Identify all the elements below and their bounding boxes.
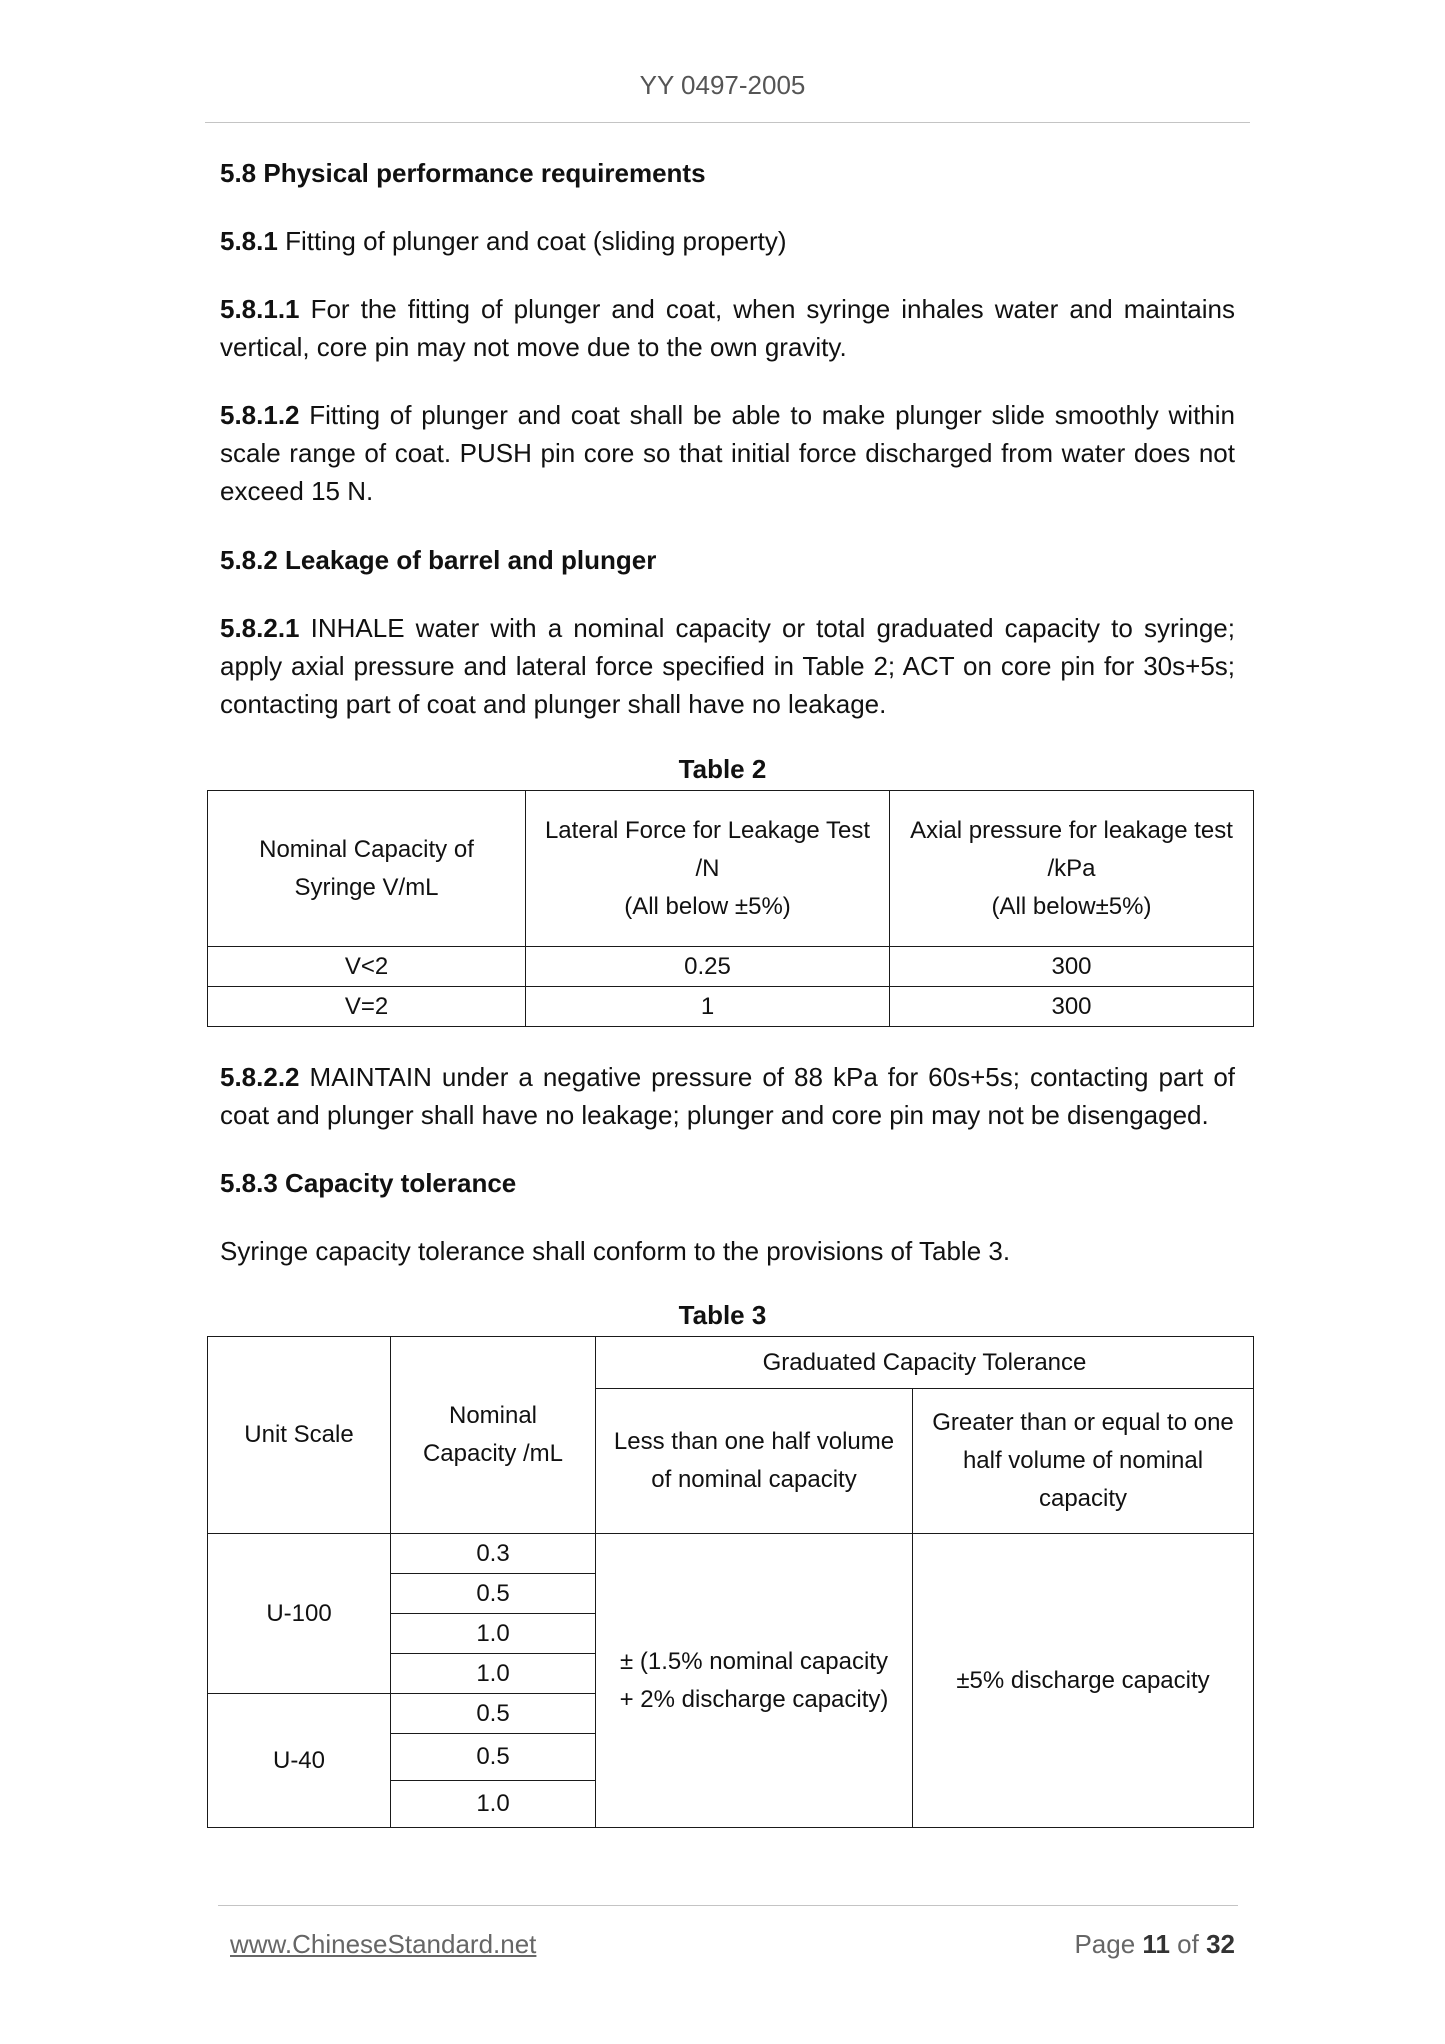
section-5-8-2-2 bbox=[220, 1058, 1235, 1134]
table-cell: 1.0 bbox=[391, 1781, 596, 1828]
table-cell-tolerance-less: ± (1.5% nominal capacity + 2% discharge capacity) bbox=[596, 1534, 913, 1828]
section-5-8-3-body bbox=[220, 1232, 1235, 1270]
section-5-8-3-title: 5.8.3 Capacity tolerance bbox=[220, 1168, 517, 1198]
table-header-cell: Graduated Capacity Tolerance bbox=[596, 1337, 1254, 1389]
table-cell: 0.25 bbox=[526, 947, 890, 987]
section-5-8-1-2 bbox=[220, 396, 1235, 510]
table-header-cell: Unit Scale bbox=[208, 1337, 391, 1534]
header-divider bbox=[205, 122, 1250, 123]
footer-page-number: Page 11 of 32 bbox=[1074, 1929, 1235, 1959]
section-text: Syringe capacity tolerance shall conform to the provisions of Table 3. bbox=[220, 1236, 1011, 1266]
table-cell: 300 bbox=[890, 947, 1254, 987]
table-cell: 0.5 bbox=[391, 1574, 596, 1614]
section-5-8 bbox=[220, 154, 1235, 192]
table-cell: 0.5 bbox=[391, 1734, 596, 1781]
section-text: INHALE water with a nominal capacity or total graduated capacity to syringe; apply axial pressure and lateral force specified in Table 2; ACT on core pin for 30s+5s; contacting part of coat and plunger shall have no leakage. bbox=[220, 613, 1235, 719]
table-row bbox=[208, 947, 1254, 987]
footer-website-link[interactable]: www.ChineseStandard.net bbox=[230, 1929, 537, 1959]
table-header-cell: Lateral Force for Leakage Test /N (All below ±5%) bbox=[526, 791, 890, 947]
section-5-8-1 bbox=[220, 222, 1235, 260]
table-cell: 0.5 bbox=[391, 1694, 596, 1734]
table-cell: V<2 bbox=[208, 947, 526, 987]
section-text: For the fitting of plunger and coat, when syringe inhales water and maintains vertical, core pin may not move due to the own gravity. bbox=[220, 294, 1236, 362]
table-cell: 1 bbox=[526, 987, 890, 1027]
section-5-8-3 bbox=[220, 1164, 1235, 1202]
table-header-cell: Less than one half volume of nominal capacity bbox=[596, 1389, 913, 1534]
section-text: Fitting of plunger and coat shall be able to make plunger slide smoothly within scale range of coat. PUSH pin core so that initial force discharged from water does not exceed 15 N. bbox=[220, 400, 1235, 506]
section-number: 5.8.1.1 bbox=[220, 294, 300, 324]
section-number: 5.8.2.1 bbox=[220, 613, 300, 643]
table-cell: 1.0 bbox=[391, 1654, 596, 1694]
table-header-cell: Nominal Capacity of Syringe V/mL bbox=[208, 791, 526, 947]
table-row bbox=[208, 1534, 1254, 1574]
total-pages: 32 bbox=[1206, 1929, 1235, 1959]
section-text: MAINTAIN under a negative pressure of 88 kPa for 60s+5s; contacting part of coat and plunger shall have no leakage; plunger and core pin may not be disengaged. bbox=[220, 1062, 1236, 1130]
table-cell-unit-scale: U-40 bbox=[208, 1694, 391, 1828]
table-3 bbox=[207, 1336, 1254, 1828]
table-cell-tolerance-greater: ±5% discharge capacity bbox=[913, 1534, 1254, 1828]
section-5-8-title: 5.8 Physical performance requirements bbox=[220, 158, 706, 188]
table-cell-unit-scale: U-100 bbox=[208, 1534, 391, 1694]
section-number: 5.8.1.2 bbox=[220, 400, 300, 430]
table-cell: 1.0 bbox=[391, 1614, 596, 1654]
table-header-row bbox=[208, 1337, 1254, 1389]
table-2-caption: Table 2 bbox=[678, 754, 767, 784]
table-header-row bbox=[208, 791, 1254, 947]
table-cell: 0.3 bbox=[391, 1534, 596, 1574]
section-number: 5.8.1 bbox=[220, 226, 278, 256]
table-3-caption: Table 3 bbox=[678, 1300, 767, 1330]
document-header-title: YY 0497-2005 bbox=[639, 70, 806, 100]
footer-divider bbox=[218, 1905, 1238, 1906]
section-5-8-2-title: 5.8.2 Leakage of barrel and plunger bbox=[220, 545, 657, 575]
section-5-8-2 bbox=[220, 541, 1235, 579]
table-cell: V=2 bbox=[208, 987, 526, 1027]
section-number: 5.8.2.2 bbox=[220, 1062, 300, 1092]
table-header-cell: Greater than or equal to one half volume of nominal capacity bbox=[913, 1389, 1254, 1534]
table-header-cell: Nominal Capacity /mL bbox=[391, 1337, 596, 1534]
table-cell: 300 bbox=[890, 987, 1254, 1027]
current-page: 11 bbox=[1142, 1929, 1170, 1959]
table-row bbox=[208, 987, 1254, 1027]
section-5-8-2-1 bbox=[220, 609, 1235, 723]
section-5-8-1-1 bbox=[220, 290, 1235, 366]
section-text: Fitting of plunger and coat (sliding property) bbox=[285, 226, 787, 256]
table-header-cell: Axial pressure for leakage test /kPa (All below±5%) bbox=[890, 791, 1254, 947]
table-2 bbox=[207, 790, 1254, 1027]
